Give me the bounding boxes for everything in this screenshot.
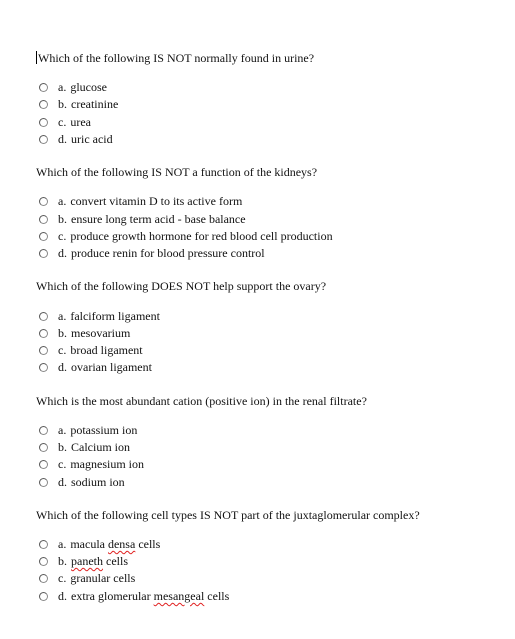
- option-label: macula densa cells: [70, 536, 161, 551]
- option-4d[interactable]: [36, 473, 506, 490]
- radio-button[interactable]: [39, 346, 48, 355]
- option-3d[interactable]: [36, 359, 506, 376]
- spellcheck-word: mesangeal: [153, 588, 205, 603]
- option-label: produce growth hormone for red blood cell production: [70, 228, 333, 243]
- option-letter: c.: [58, 457, 67, 472]
- question-1: [36, 50, 506, 148]
- radio-button[interactable]: [39, 100, 48, 109]
- radio-button[interactable]: [39, 215, 48, 224]
- radio-button[interactable]: [39, 540, 48, 549]
- option-letter: a.: [58, 536, 67, 551]
- radio-button[interactable]: [39, 557, 48, 566]
- option-letter: b.: [58, 554, 67, 569]
- radio-button[interactable]: [39, 329, 48, 338]
- option-2c[interactable]: [36, 228, 506, 245]
- radio-button[interactable]: [39, 478, 48, 487]
- option-label: extra glomerular mesangeal cells: [71, 588, 230, 603]
- option-2d[interactable]: [36, 245, 506, 262]
- option-5c[interactable]: [36, 570, 506, 587]
- option-letter: d.: [58, 132, 67, 147]
- radio-button[interactable]: [39, 118, 48, 127]
- option-letter: a.: [58, 80, 67, 95]
- option-5a[interactable]: [36, 536, 506, 553]
- option-label: uric acid: [71, 132, 113, 147]
- radio-button[interactable]: [39, 197, 48, 206]
- radio-button[interactable]: [39, 574, 48, 583]
- option-label: paneth cells: [71, 554, 128, 569]
- spellcheck-word: paneth: [71, 554, 103, 569]
- option-letter: a.: [58, 422, 67, 437]
- spellcheck-word: densa: [107, 536, 136, 551]
- option-label: creatinine: [71, 97, 119, 112]
- option-label: mesovarium: [71, 325, 131, 340]
- option-letter: c.: [58, 571, 67, 586]
- option-letter: b.: [58, 97, 67, 112]
- question-text: Which of the following IS NOT a function of the kidneys?: [36, 165, 318, 180]
- question-3: [36, 278, 506, 376]
- option-1b[interactable]: [36, 96, 506, 113]
- option-2b[interactable]: [36, 210, 506, 227]
- text-cursor: [36, 51, 37, 64]
- option-letter: b.: [58, 325, 67, 340]
- option-label: sodium ion: [71, 474, 125, 489]
- option-label: broad ligament: [70, 343, 143, 358]
- question-text: Which of the following cell types IS NOT part of the juxtaglomerular complex?: [36, 507, 420, 522]
- radio-button[interactable]: [39, 312, 48, 321]
- option-letter: c.: [58, 114, 67, 129]
- option-3c[interactable]: [36, 342, 506, 359]
- option-4b[interactable]: [36, 439, 506, 456]
- radio-button[interactable]: [39, 363, 48, 372]
- option-letter: b.: [58, 440, 67, 454]
- quiz-container: [36, 50, 506, 621]
- question-5: [36, 507, 506, 605]
- option-letter: a.: [58, 308, 67, 323]
- option-label: granular cells: [70, 571, 136, 586]
- option-label: urea: [70, 114, 91, 129]
- option-label: glucose: [70, 80, 107, 95]
- option-letter: d.: [58, 246, 67, 261]
- option-label: produce renin for blood pressure control: [71, 246, 265, 261]
- question-text: Which is the most abundant cation (positive ion) in the renal filtrate?: [36, 393, 367, 408]
- option-1c[interactable]: [36, 114, 506, 131]
- question-text: Which of the following IS NOT normally found in urine?: [38, 51, 315, 65]
- radio-button[interactable]: [39, 249, 48, 258]
- question-4: [36, 393, 506, 491]
- option-label: ensure long term acid - base balance: [71, 211, 246, 226]
- option-letter: d.: [58, 588, 67, 603]
- option-label: Calcium ion: [71, 440, 130, 454]
- option-1a[interactable]: [36, 79, 506, 96]
- option-label: magnesium ion: [70, 457, 144, 472]
- radio-button[interactable]: [39, 460, 48, 469]
- option-letter: c.: [58, 343, 67, 358]
- radio-button[interactable]: [39, 135, 48, 144]
- option-3b[interactable]: [36, 325, 506, 342]
- option-label: falciform ligament: [70, 308, 160, 323]
- option-5d[interactable]: [36, 588, 506, 605]
- option-5b[interactable]: [36, 553, 506, 570]
- option-label: convert vitamin D to its active form: [70, 194, 243, 209]
- option-2a[interactable]: [36, 193, 506, 210]
- radio-button[interactable]: [39, 426, 48, 435]
- option-letter: d.: [58, 360, 67, 375]
- option-letter: a.: [58, 194, 67, 209]
- option-label: ovarian ligament: [71, 360, 152, 375]
- option-4c[interactable]: [36, 456, 506, 473]
- option-4a[interactable]: [36, 422, 506, 439]
- radio-button[interactable]: [39, 592, 48, 601]
- option-letter: d.: [58, 474, 67, 489]
- option-label: potassium ion: [70, 422, 138, 437]
- question-2: [36, 164, 506, 262]
- question-text: Which of the following DOES NOT help support the ovary?: [36, 279, 327, 294]
- option-1d[interactable]: [36, 131, 506, 148]
- option-letter: c.: [58, 228, 67, 243]
- radio-button[interactable]: [39, 232, 48, 241]
- option-3a[interactable]: [36, 307, 506, 324]
- radio-button[interactable]: [39, 443, 48, 452]
- option-letter: b.: [58, 211, 67, 226]
- radio-button[interactable]: [39, 83, 48, 92]
